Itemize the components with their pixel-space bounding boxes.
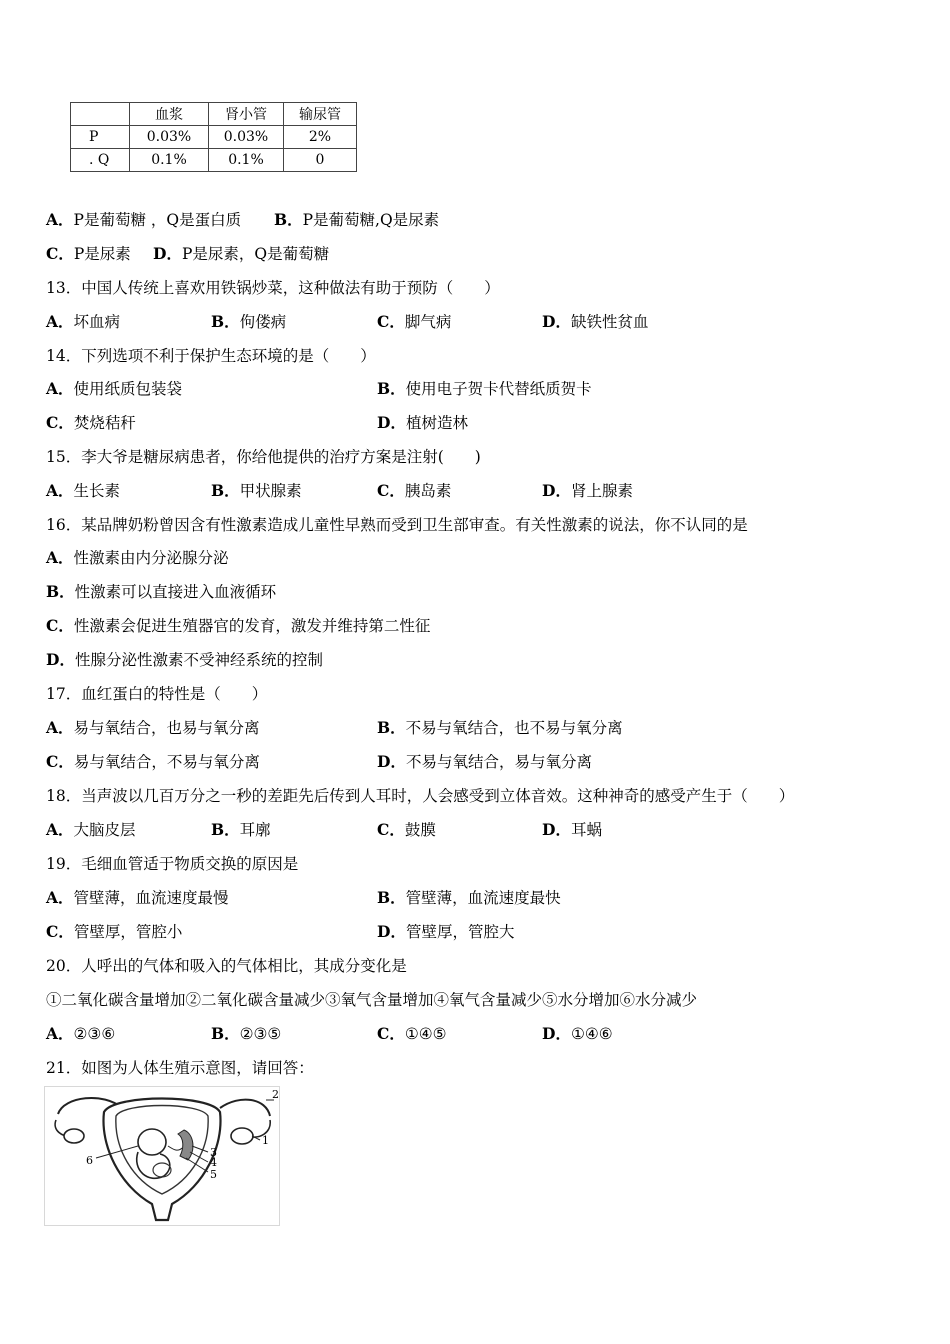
q17-option-c: C．易与氧结合，不易与氧分离 [46,752,260,771]
table-header-row [71,103,357,126]
table-row [71,149,357,172]
figure-label-5: 5 [210,1168,217,1181]
q15-option-a: A．生长素 [46,481,121,500]
table-header-cell: 输尿管 [284,103,357,126]
table-cell [71,103,130,126]
q15-option-d: D．肾上腺素 [542,481,633,500]
q13-option-c: C．脚气病 [377,312,452,331]
q16-option-c: C．性激素会促进生殖器官的发育，激发并维持第二性征 [46,616,431,635]
q19-option-d: D．管壁厚，管腔大 [377,922,515,941]
table-cell: 0.1% [209,149,284,172]
q20-option-d: D．①④⑥ [542,1024,613,1043]
q15-option-b: B．甲状腺素 [211,481,302,500]
q17-option-b: B．不易与氧结合，也不易与氧分离 [377,718,623,737]
figure-label-3: 3 [210,1146,217,1159]
q20-items: ①二氧化碳含量增加②二氧化碳含量减少③氧气含量增加④氧气含量减少⑤水分增加⑥水分减少 [46,991,698,1009]
table-cell: 0.03% [209,126,284,149]
figure-label-6: 6 [86,1154,93,1167]
table-cell: 2% [284,126,357,149]
q14-option-b: B．使用电子贺卡代替纸质贺卡 [377,379,592,398]
q13-stem: 13．中国人传统上喜欢用铁锅炒菜，这种做法有助于预防（ ） [46,279,500,297]
table-header-cell: 肾小管 [209,103,284,126]
q18-option-b: B．耳廓 [211,820,271,839]
figure-label-4: 4 [210,1156,217,1169]
q20-stem: 20．人呼出的气体和吸入的气体相比，其成分变化是 [46,957,407,975]
figure-label-2: 2 [272,1088,279,1101]
q16-option-b: B．性激素可以直接进入血液循环 [46,582,277,601]
q17-option-a: A．易与氧结合，也易与氧分离 [46,718,260,737]
table-cell: 0.03% [130,126,209,149]
q17-option-d: D．不易与氧结合，易与氧分离 [377,752,592,771]
q16-stem: 16．某品牌奶粉曾因含有性激素造成儿童性早熟而受到卫生部审查。有关性激素的说法，你不认同的是 [46,516,748,534]
table-cell: 0.1% [130,149,209,172]
q19-stem: 19．毛细血管适于物质交换的原因是 [46,855,299,873]
q14-option-d: D．植树造林 [377,413,468,432]
q14-stem: 14．下列选项不利于保护生态环境的是（ ） [46,347,376,365]
q13-option-a: A．坏血病 [46,312,121,331]
q18-option-c: C．鼓膜 [377,820,436,839]
q12-option-d: D．P是尿素，Q是葡萄糖 [153,244,330,263]
q19-option-c: C．管壁厚，管腔小 [46,922,183,941]
q16-option-d: D．性腺分泌性激素不受神经系统的控制 [46,650,323,669]
q21-stem: 21．如图为人体生殖示意图，请回答： [46,1059,314,1077]
q13-option-b: B．佝偻病 [211,312,287,331]
q18-stem: 18．当声波以几百万分之一秒的差距先后传到人耳时，人会感受到立体音效。这种神奇的感受产生于（ ） [46,787,795,805]
q12-option-c: C．P是尿素 [46,244,131,263]
q14-option-c: C．焚烧秸秆 [46,413,136,432]
reproductive-system-figure [44,1086,280,1226]
q13-option-d: D．缺铁性贫血 [542,312,649,331]
q20-option-c: C．①④⑤ [377,1024,447,1043]
q18-option-a: A．大脑皮层 [46,820,136,839]
q15-option-c: C．胰岛素 [377,481,452,500]
q19-option-b: B．管壁薄，血流速度最快 [377,888,561,907]
q12-option-a: A．P是葡萄糖 ，Q是蛋白质 [46,210,242,229]
q12-option-b: B．P是葡萄糖,Q是尿素 [274,210,440,229]
figure-label-1: 1 [262,1134,269,1147]
table-row [71,126,357,149]
data-table [70,102,357,172]
q17-stem: 17．血红蛋白的特性是（ ） [46,685,268,703]
table-header-cell: 血浆 [130,103,209,126]
q18-option-d: D．耳蜗 [542,820,602,839]
q20-option-b: B．②③⑤ [211,1024,282,1043]
q19-option-a: A．管壁薄，血流速度最慢 [46,888,229,907]
q14-option-a: A．使用纸质包装袋 [46,379,183,398]
q16-option-a: A．性激素由内分泌腺分泌 [46,548,229,567]
q15-stem: 15．李大爷是糖尿病患者，你给他提供的治疗方案是注射( ) [46,448,481,466]
table-cell: 0 [284,149,357,172]
q20-option-a: A．②③⑥ [46,1024,116,1043]
table-cell: . Q [71,149,130,172]
table-cell: P [71,126,130,149]
